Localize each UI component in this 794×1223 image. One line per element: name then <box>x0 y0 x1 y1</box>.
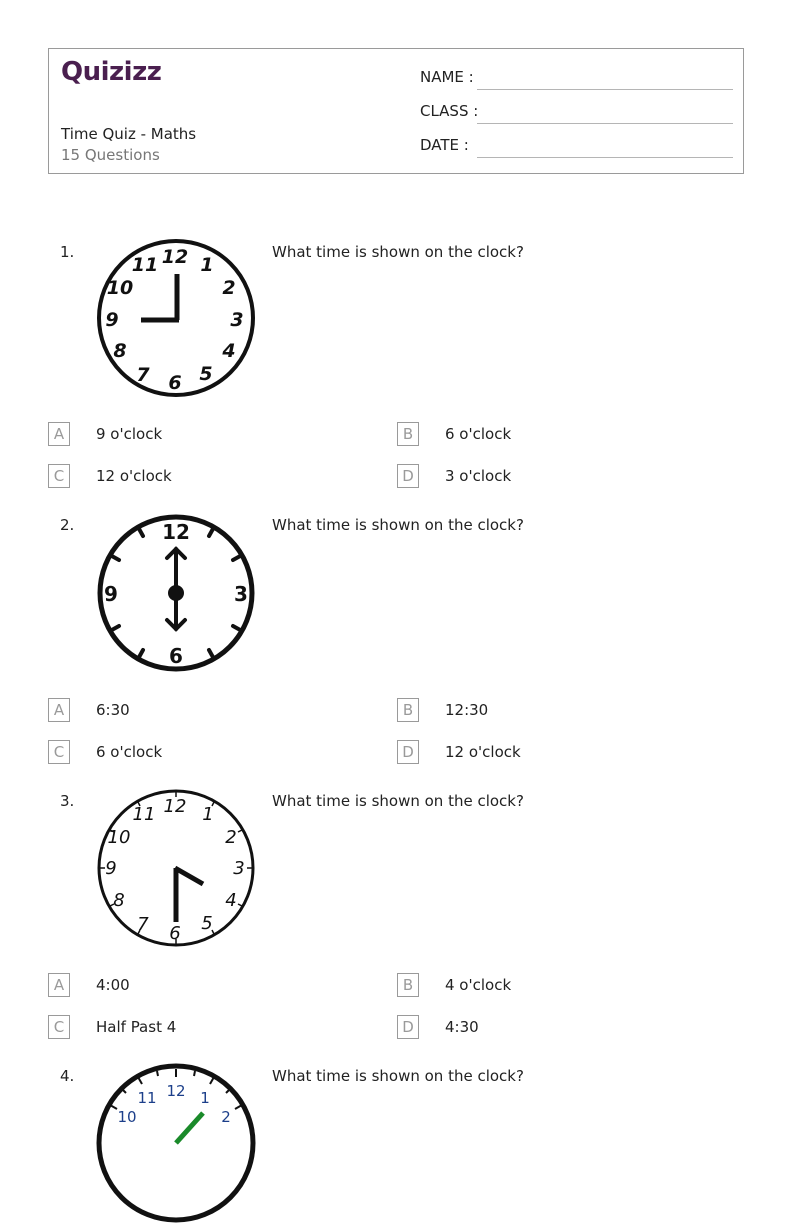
option-d-letter[interactable]: D <box>397 464 419 488</box>
svg-text:4: 4 <box>225 890 237 911</box>
svg-text:6: 6 <box>169 644 183 668</box>
svg-text:1: 1 <box>202 804 214 825</box>
svg-text:1: 1 <box>200 1089 210 1107</box>
svg-text:8: 8 <box>113 890 125 911</box>
svg-text:9: 9 <box>105 309 119 331</box>
option-d-text[interactable]: 4:30 <box>445 1018 479 1036</box>
svg-text:12: 12 <box>163 796 187 817</box>
option-b-text[interactable]: 12:30 <box>445 701 489 719</box>
option-a-letter[interactable]: A <box>48 973 70 997</box>
date-line <box>477 157 733 158</box>
question-text: What time is shown on the clock? <box>272 516 524 534</box>
quiz-title: Time Quiz - Maths <box>61 125 197 143</box>
class-label: CLASS : <box>420 102 479 120</box>
question-count: 15 Questions <box>61 146 160 164</box>
option-d-letter[interactable]: D <box>397 740 419 764</box>
svg-text:9: 9 <box>104 582 118 606</box>
clock-icon <box>95 238 257 398</box>
clock-icon <box>95 788 257 948</box>
clock-icon <box>95 1063 257 1223</box>
svg-text:6: 6 <box>169 923 181 944</box>
question-number: 4. <box>60 1067 75 1085</box>
svg-text:11: 11 <box>132 804 156 825</box>
option-c-letter[interactable]: C <box>48 464 70 488</box>
worksheet-header <box>48 48 744 174</box>
class-line <box>477 123 733 124</box>
svg-text:9: 9 <box>105 858 117 879</box>
question-number: 2. <box>60 516 75 534</box>
option-c-text[interactable]: 12 o'clock <box>96 467 172 485</box>
option-a-text[interactable]: 6:30 <box>96 701 130 719</box>
svg-text:3: 3 <box>230 309 244 331</box>
svg-text:10: 10 <box>107 827 131 848</box>
svg-text:5: 5 <box>201 913 213 934</box>
option-a-letter[interactable]: A <box>48 422 70 446</box>
date-label: DATE : <box>420 136 469 154</box>
option-c-letter[interactable]: C <box>48 740 70 764</box>
svg-text:3: 3 <box>234 582 248 606</box>
option-c-text[interactable]: 6 o'clock <box>96 743 163 761</box>
option-d-letter[interactable]: D <box>397 1015 419 1039</box>
svg-text:12: 12 <box>161 246 189 268</box>
svg-text:2: 2 <box>225 827 237 848</box>
option-b-letter[interactable]: B <box>397 973 419 997</box>
name-label: NAME : <box>420 68 474 86</box>
svg-text:3: 3 <box>233 858 245 879</box>
option-a-letter[interactable]: A <box>48 698 70 722</box>
question-text: What time is shown on the clock? <box>272 1067 524 1085</box>
clock-icon <box>95 513 257 673</box>
svg-text:11: 11 <box>131 254 159 276</box>
option-a-text[interactable]: 4:00 <box>96 976 130 994</box>
option-b-text[interactable]: 6 o'clock <box>445 425 512 443</box>
name-line <box>477 89 733 90</box>
svg-text:8: 8 <box>113 340 127 362</box>
svg-text:7: 7 <box>136 364 150 386</box>
svg-text:7: 7 <box>137 914 149 935</box>
option-d-text[interactable]: 3 o'clock <box>445 467 512 485</box>
svg-text:4: 4 <box>222 340 236 362</box>
svg-text:10: 10 <box>117 1108 137 1126</box>
question-text: What time is shown on the clock? <box>272 243 524 261</box>
svg-text:2: 2 <box>222 277 236 299</box>
option-c-letter[interactable]: C <box>48 1015 70 1039</box>
quizizz-logo: Quizizz <box>61 57 162 87</box>
option-c-text[interactable]: Half Past 4 <box>96 1018 177 1036</box>
question-number: 1. <box>60 243 75 261</box>
question-text: What time is shown on the clock? <box>272 792 524 810</box>
svg-text:10: 10 <box>106 277 134 299</box>
svg-text:5: 5 <box>199 363 213 385</box>
svg-text:11: 11 <box>137 1089 157 1107</box>
svg-text:12: 12 <box>166 1082 186 1100</box>
svg-text:12: 12 <box>162 520 190 544</box>
svg-text:6: 6 <box>168 372 182 394</box>
option-d-text[interactable]: 12 o'clock <box>445 743 521 761</box>
option-b-text[interactable]: 4 o'clock <box>445 976 512 994</box>
option-b-letter[interactable]: B <box>397 698 419 722</box>
option-a-text[interactable]: 9 o'clock <box>96 425 163 443</box>
svg-text:1: 1 <box>200 254 214 276</box>
svg-text:2: 2 <box>221 1108 231 1126</box>
question-number: 3. <box>60 792 75 810</box>
option-b-letter[interactable]: B <box>397 422 419 446</box>
